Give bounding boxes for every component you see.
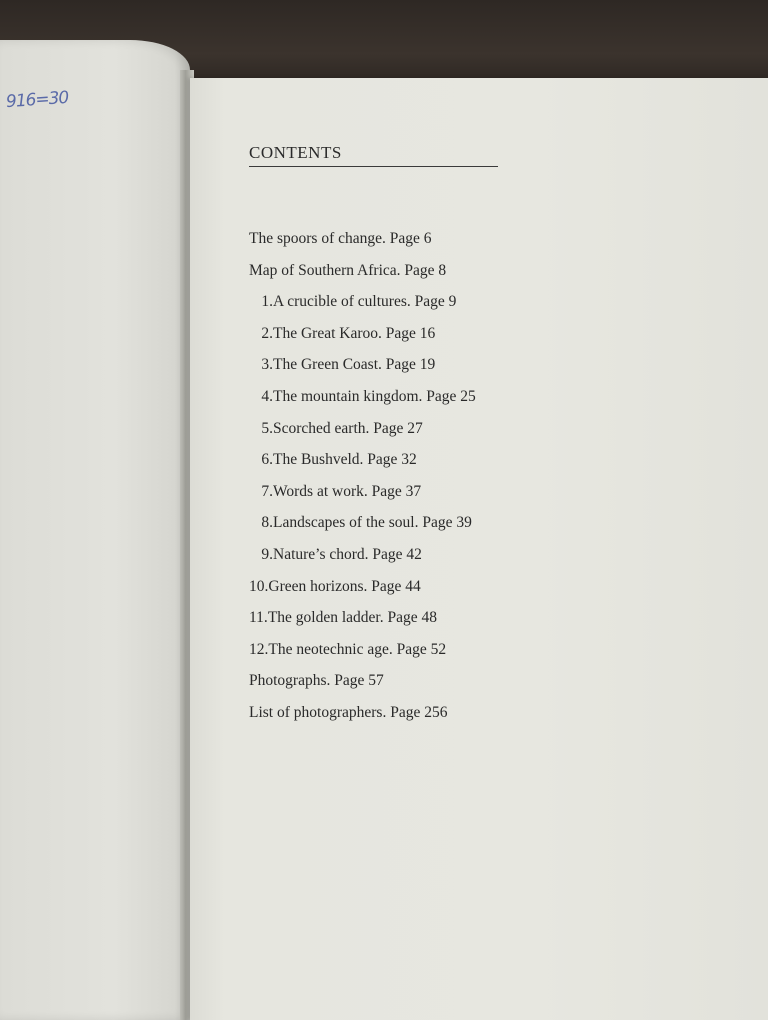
toc-entry-title: The golden ladder. Page 48 <box>267 609 437 627</box>
toc-entry-number: 9. <box>261 545 273 563</box>
toc-entry-title: The Great Karoo. Page 16 <box>273 324 436 342</box>
left-page <box>0 40 190 1020</box>
toc-entry-title: Map of Southern Africa. Page 8 <box>249 261 447 279</box>
toc-entry-title: Landscapes of the soul. Page 39 <box>273 514 472 532</box>
toc-entry-title: Photographs. Page 57 <box>249 672 384 690</box>
toc-entry-number: 6. <box>261 451 273 469</box>
toc-entry <box>249 541 476 573</box>
toc-entry-number: 7. <box>261 482 273 500</box>
toc-entry-title: A crucible of cultures. Page 9 <box>273 293 457 311</box>
toc-entry <box>249 415 476 447</box>
table-of-contents <box>249 225 476 731</box>
toc-entry <box>249 699 476 731</box>
toc-entry-number: 1. <box>261 293 273 311</box>
toc-entry-title: The Green Coast. Page 19 <box>273 356 436 374</box>
toc-entry <box>249 320 476 352</box>
toc-entry-number: 10. <box>249 577 269 595</box>
toc-entry-title: List of photographers. Page 256 <box>249 703 448 721</box>
toc-entry-title: Nature’s chord. Page 42 <box>273 545 422 563</box>
toc-entry <box>249 509 476 541</box>
toc-entry-title: Words at work. Page 37 <box>273 482 422 500</box>
contents-heading: CONTENTS <box>249 143 342 162</box>
toc-entry <box>249 446 476 478</box>
toc-entry <box>249 383 476 415</box>
toc-entry-number: 2. <box>261 324 273 342</box>
toc-entry-title: The Bushveld. Page 32 <box>273 451 417 469</box>
toc-entry <box>249 573 476 605</box>
toc-entry-title: The neotechnic age. Page 52 <box>268 640 447 658</box>
handwritten-note: 916=30 <box>5 87 69 113</box>
toc-entry-number: 4. <box>261 387 273 405</box>
toc-entry-title: Scorched earth. Page 27 <box>273 419 423 437</box>
toc-entry-title: The mountain kingdom. Page 25 <box>273 387 476 405</box>
toc-entry <box>249 351 476 383</box>
toc-entry <box>249 478 476 510</box>
toc-entry-title: Green horizons. Page 44 <box>268 577 421 595</box>
toc-entry-number: 11. <box>249 609 268 627</box>
toc-entry-number: 12. <box>249 640 269 658</box>
toc-entry-title: The spoors of change. Page 6 <box>249 230 432 247</box>
toc-entry <box>249 225 476 257</box>
toc-entry-number: 8. <box>261 514 273 532</box>
toc-entry <box>249 288 476 320</box>
toc-entry <box>249 257 476 289</box>
heading-underline <box>249 166 498 167</box>
toc-entry <box>249 667 476 699</box>
toc-entry <box>249 604 476 636</box>
toc-entry <box>249 636 476 668</box>
toc-entry-number: 3. <box>261 356 273 374</box>
toc-entry-number: 5. <box>261 419 273 437</box>
